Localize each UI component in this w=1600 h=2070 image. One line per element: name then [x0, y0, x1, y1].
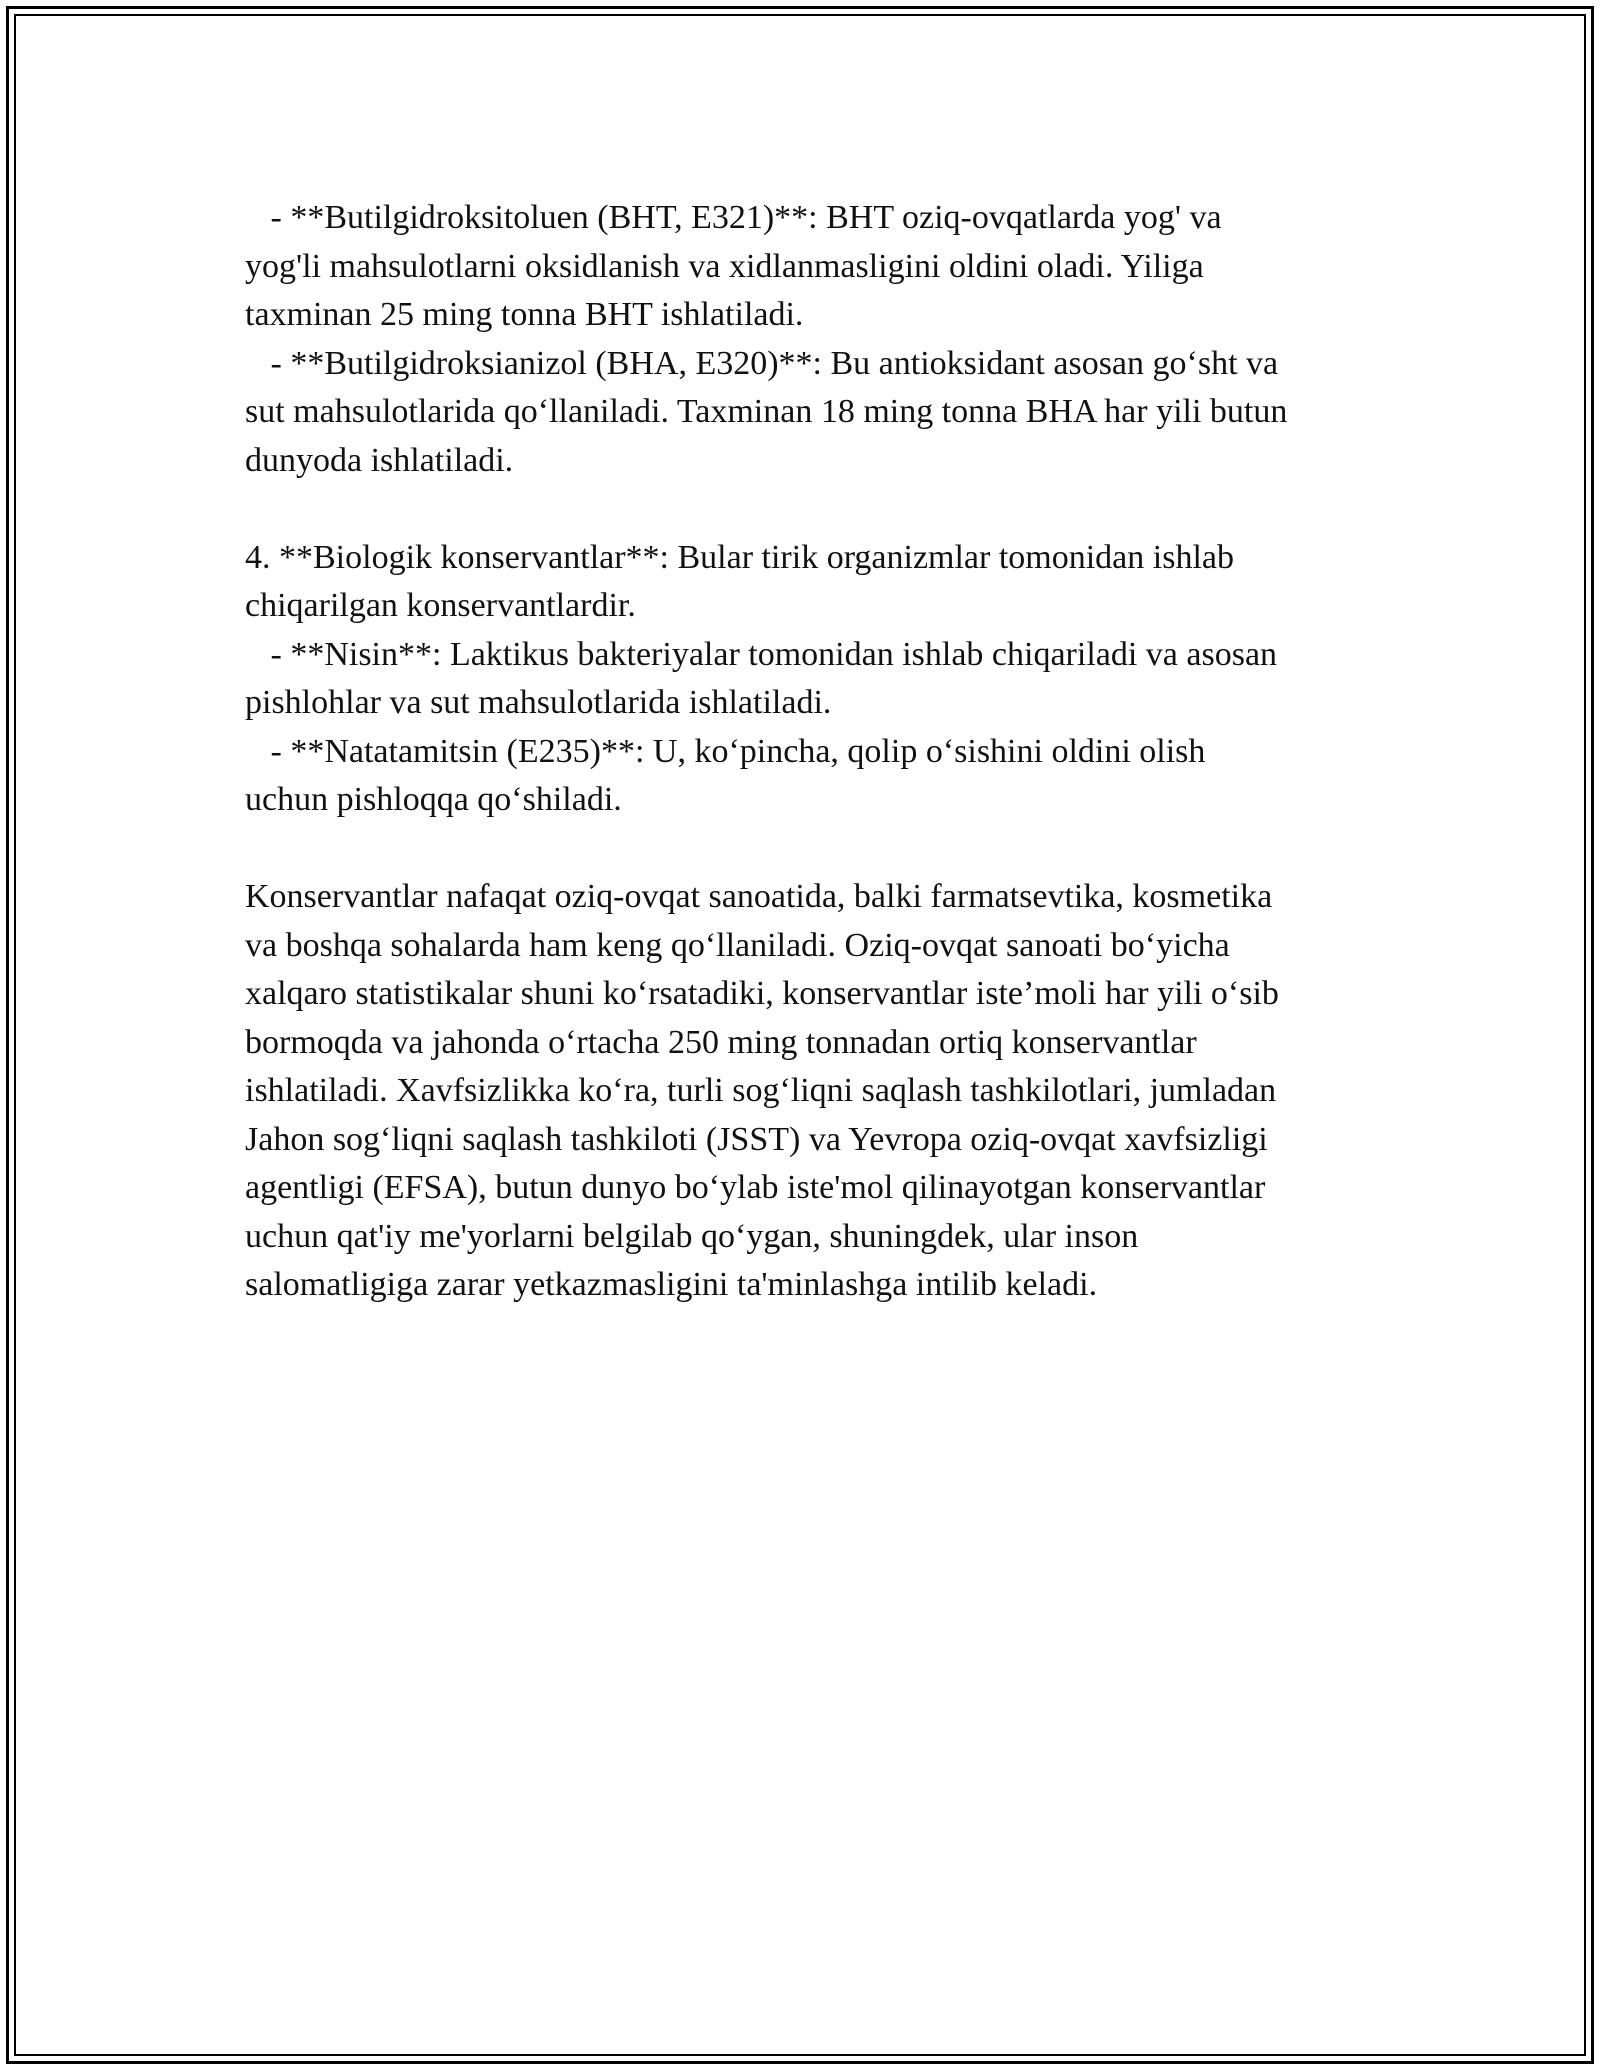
text-line: - **Butilgidroksianizol (BHA, E320)**: Bu antioksidant asosan go‘sht va [245, 344, 1279, 382]
text-line: - **Nisin**: Laktikus bakteriyalar tomonidan ishlab chiqariladi va asosan [245, 635, 1278, 673]
text-line: va boshqa sohalarda ham keng qo‘llaniladi. Oziq-ovqat sanoati bo‘yicha [245, 926, 1230, 964]
text-line: 4. **Biologik konservantlar**: Bular tirik organizmlar tomonidan ishlab [245, 538, 1234, 576]
text-line: dunyoda ishlatiladi. [245, 441, 514, 479]
text-line: salomatligiga zarar yetkazmasligini ta'minlashga intilib keladi. [245, 1266, 1098, 1303]
text-line: pishlohlar va sut mahsulotlarida ishlatiladi. [245, 684, 832, 721]
text-line: Jahon sog‘liqni saqlash tashkiloti (JSST) va Yevropa oziq-ovqat xavfsizligi [245, 1120, 1268, 1158]
text-line: - **Natatamitsin (E235)**: U, ko‘pincha, qolip o‘sishini oldini olish [245, 732, 1206, 770]
text-line: ishlatiladi. Xavfsizlikka ko‘ra, turli sog‘liqni saqlash tashkilotlari, jumladan [245, 1072, 1277, 1109]
paragraph-gap [245, 485, 1395, 534]
paragraph-gap [245, 825, 1395, 874]
text-line: bormoqda va jahonda o‘rtacha 250 ming tonnadan ortiq konservantlar [245, 1023, 1197, 1061]
text-line: - **Butilgidroksitoluen (BHT, E321)**: BHT oziq-ovqatlarda yog' va [245, 199, 1222, 236]
text-line: sut mahsulotlarida qo‘llaniladi. Taxminan 18 ming tonna BHA har yili butun [245, 393, 1288, 430]
text-line: taxminan 25 ming tonna BHT ishlatiladi. [245, 296, 804, 333]
document-body [245, 194, 1395, 1310]
text-line: xalqaro statistikalar shuni ko‘rsatadiki, konservantlar iste’moli har yili o‘sib [245, 975, 1279, 1012]
text-line: agentligi (EFSA), butun dunyo bo‘ylab iste'mol qilinayotgan konservantlar [245, 1169, 1266, 1206]
text-line: uchun qat'iy me'yorlarni belgilab qo‘ygan, shuningdek, ular inson [245, 1217, 1139, 1255]
text-line: uchun pishloqqa qo‘shiladi. [245, 781, 622, 818]
text-line: yog'li mahsulotlarni oksidlanish va xidlanmasligini oldini oladi. Yiliga [245, 247, 1204, 285]
page-border [6, 6, 1594, 2064]
text-line: chiqarilgan konservantlardir. [245, 587, 636, 624]
text-line: Konservantlar nafaqat oziq-ovqat sanoatida, balki farmatsevtika, kosmetika [245, 878, 1273, 915]
